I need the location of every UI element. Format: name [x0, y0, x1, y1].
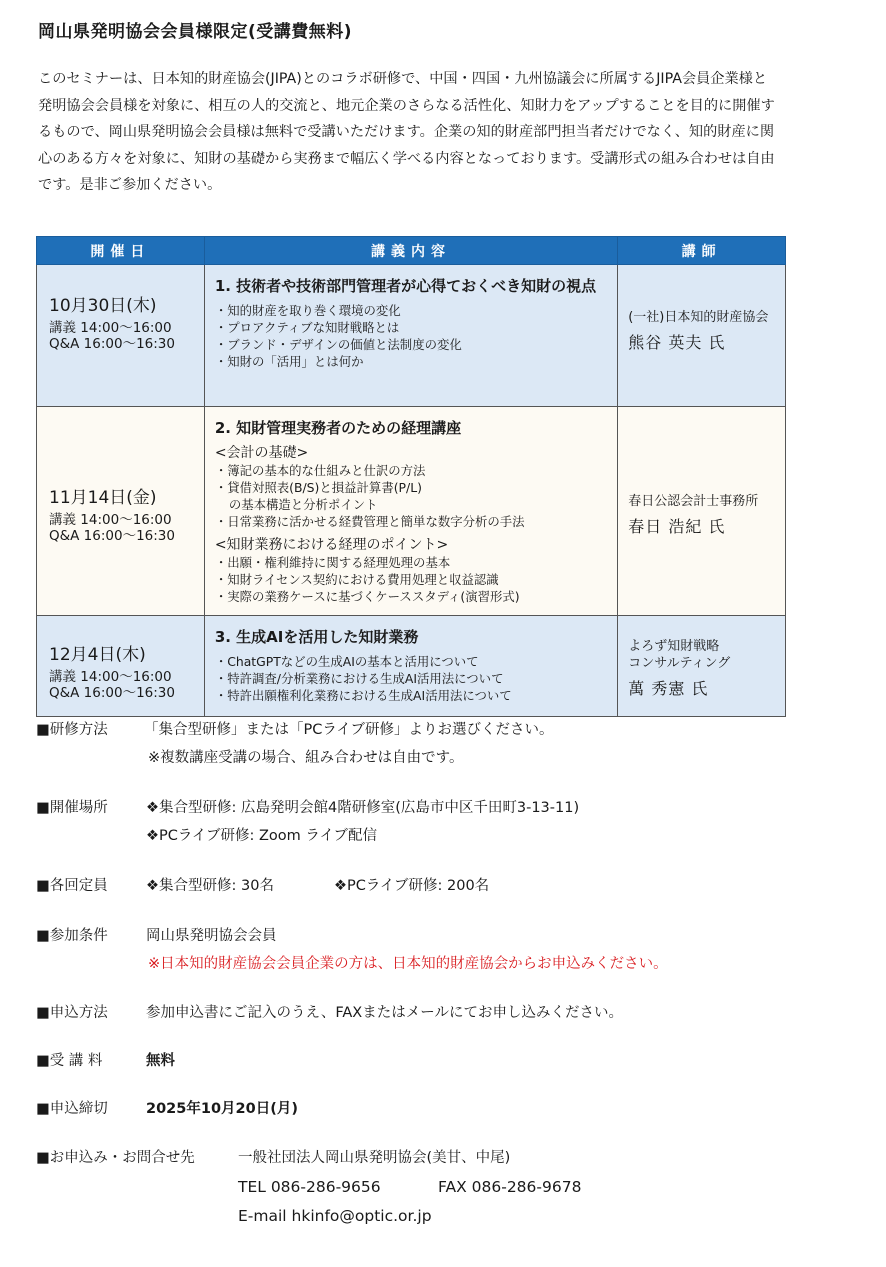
venue-label: ■ 開催場所 — [36, 796, 108, 820]
info-contact — [36, 1146, 195, 1170]
lecture-title: 2. 知財管理実務者のための経理講座 — [214, 419, 462, 437]
header-content: 講義内容 — [204, 237, 617, 265]
subheading: <会計の基礎> — [214, 445, 309, 461]
qa-time: Q&A 16:00〜16:30 — [49, 528, 175, 544]
list-item: ・ 日常業務に活かせる経費管理と簡単な数字分析の手法 — [215, 513, 607, 530]
intro-line: 発明協会会員様を対象に、相互の人的交流と、地元企業のさらなる活性化、知財力をアップすることを目的に開催す — [38, 97, 775, 114]
lecturer-cell — [618, 616, 786, 717]
lecturer-org: 春日公認会計士事務所 — [628, 494, 759, 509]
lecturer-cell — [618, 407, 786, 616]
deadline-value: 2025年10月20日(月) — [146, 1101, 298, 1117]
content-cell — [204, 407, 617, 616]
info-method — [36, 718, 108, 742]
apply-label: ■ 申込方法 — [36, 1001, 108, 1025]
deadline-label: ■ 申込締切 — [36, 1097, 108, 1121]
list-item: ・ ブランド・デザインの価値と法制度の変化 — [215, 336, 607, 353]
info-condition — [36, 924, 108, 948]
apply-value: 参加申込書にご記入のうえ、FAXまたはメールにてお申し込みください。 — [146, 1005, 623, 1021]
header-lecturer: 講師 — [618, 237, 786, 265]
session-date: 10月30日(木) — [49, 296, 157, 316]
qa-time: Q&A 16:00〜16:30 — [49, 336, 175, 352]
method-label: ■ 研修方法 — [36, 718, 108, 742]
list-item-continuation: の基本構造と分析ポイント — [228, 497, 378, 512]
contact-fax: FAX 086-286-9678 — [438, 1178, 582, 1196]
list-item: ・ 知財の「活用」とは何か — [215, 353, 607, 370]
content-cell — [204, 265, 617, 407]
method-note: ※複数講座受講の場合、組み合わせは自由です。 — [148, 750, 464, 766]
condition-label: ■ 参加条件 — [36, 924, 108, 948]
info-deadline — [36, 1097, 108, 1121]
info-apply — [36, 1001, 108, 1025]
lecture-time: 講義 14:00〜16:00 — [49, 320, 172, 336]
list-item: ・ 知的財産を取り巻く環境の変化 — [215, 302, 607, 319]
list-item: ・ 実際の業務ケースに基づくケーススタディ(演習形式) — [215, 588, 607, 605]
topic-list — [215, 554, 607, 605]
lecturer-name: 萬 秀憲 氏 — [628, 679, 709, 698]
intro-line: るもので、岡山県発明協会会員様は無料で受講いただけます。企業の知的財産部門担当者だけでなく、知的財産に関 — [38, 124, 775, 140]
topic-list — [215, 302, 607, 370]
lecturer-org: (一社)日本知的財産協会 — [628, 310, 769, 325]
page-title: 岡山県発明協会会員様限定(受講費無料) — [38, 22, 353, 42]
lecturer-name: 春日 浩紀 氏 — [628, 517, 726, 536]
date-cell — [37, 265, 205, 407]
contact-email: E-mail hkinfo@optic.or.jp — [238, 1207, 432, 1225]
list-item: ・ ChatGPTなどの生成AIの基本と活用について — [215, 653, 607, 670]
topic-list — [215, 653, 607, 704]
lecture-title: 3. 生成AIを活用した知財業務 — [214, 628, 419, 646]
intro-line: このセミナーは、日本知的財産協会(JIPA)とのコラボ研修で、中国・四国・九州協議会に所属するJIPA会員企業様と — [38, 71, 768, 87]
lecture-time: 講義 14:00〜16:00 — [49, 669, 172, 685]
qa-time: Q&A 16:00〜16:30 — [49, 685, 175, 701]
list-item: ・ 貸借対照表(B/S)と損益計算書(P/L) — [215, 479, 607, 496]
condition-note: ※日本知的財産協会会員企業の方は、日本知的財産協会からお申込みください。 — [148, 956, 668, 972]
lecturer-name: 熊谷 英夫 氏 — [628, 333, 726, 352]
date-cell — [37, 407, 205, 616]
subheading: <知財業務における経理のポイント> — [214, 537, 449, 553]
table-header-row — [37, 237, 786, 265]
header-date: 開催日 — [37, 237, 205, 265]
lecturer-org: コンサルティング — [628, 656, 731, 671]
info-fee — [36, 1049, 102, 1073]
list-item: ・ 特許出願権利化業務における生成AI活用法について — [215, 687, 607, 704]
intro-line: です。是非ご参加ください。 — [38, 177, 222, 193]
lecture-time: 講義 14:00〜16:00 — [49, 512, 172, 528]
capacity-1: ❖集合型研修: 30名 — [146, 878, 274, 894]
table-row — [37, 407, 786, 616]
list-item: ・ 特許調査/分析業務における生成AI活用法について — [215, 670, 607, 687]
intro-paragraph — [38, 66, 868, 199]
fee-value: 無料 — [146, 1053, 175, 1069]
capacity-label: ■ 各回定員 — [36, 874, 108, 898]
table-row — [37, 265, 786, 407]
method-value: 「集合型研修」または「PCライブ研修」よりお選びください。 — [144, 722, 554, 738]
lecture-title: 1. 技術者や技術部門管理者が心得ておくべき知財の視点 — [214, 277, 597, 295]
contact-org: 一般社団法人岡山県発明協会(美甘、中尾) — [238, 1150, 511, 1166]
content-cell — [204, 616, 617, 717]
contact-tel: TEL 086-286-9656 — [238, 1178, 381, 1196]
lecturer-org: よろず知財戦略 — [628, 639, 720, 654]
venue-line-1: ❖集合型研修: 広島発明会館4階研修室(広島市中区千田町3-13-11) — [146, 800, 580, 816]
info-capacity — [36, 874, 108, 898]
list-item: ・ 出願・権利維持に関する経理処理の基本 — [215, 554, 607, 571]
list-item: ・ 知財ライセンス契約における費用処理と収益認識 — [215, 571, 607, 588]
table-row — [37, 616, 786, 717]
session-date: 12月4日(木) — [49, 645, 146, 665]
list-item: ・ プロアクティブな知財戦略とは — [215, 319, 607, 336]
topic-list — [215, 462, 607, 530]
session-date: 11月14日(金) — [49, 488, 157, 508]
venue-line-2: ❖PCライブ研修: Zoom ライブ配信 — [146, 828, 378, 844]
list-item: ・ 簿記の基本的な仕組みと仕訳の方法 — [215, 462, 607, 479]
info-venue — [36, 796, 108, 820]
condition-value: 岡山県発明協会会員 — [146, 928, 277, 944]
contact-label: ■ お申込み・お問合せ先 — [36, 1146, 195, 1170]
date-cell — [37, 616, 205, 717]
fee-label: ■ 受 講 料 — [36, 1049, 102, 1073]
capacity-2: ❖PCライブ研修: 200名 — [334, 878, 490, 894]
intro-line: 心のある方々を対象に、知財の基礎から実務まで幅広く学べる内容となっております。受講形式の組み合わせは自由 — [38, 150, 775, 167]
lecturer-cell — [618, 265, 786, 407]
schedule-table — [36, 236, 786, 717]
